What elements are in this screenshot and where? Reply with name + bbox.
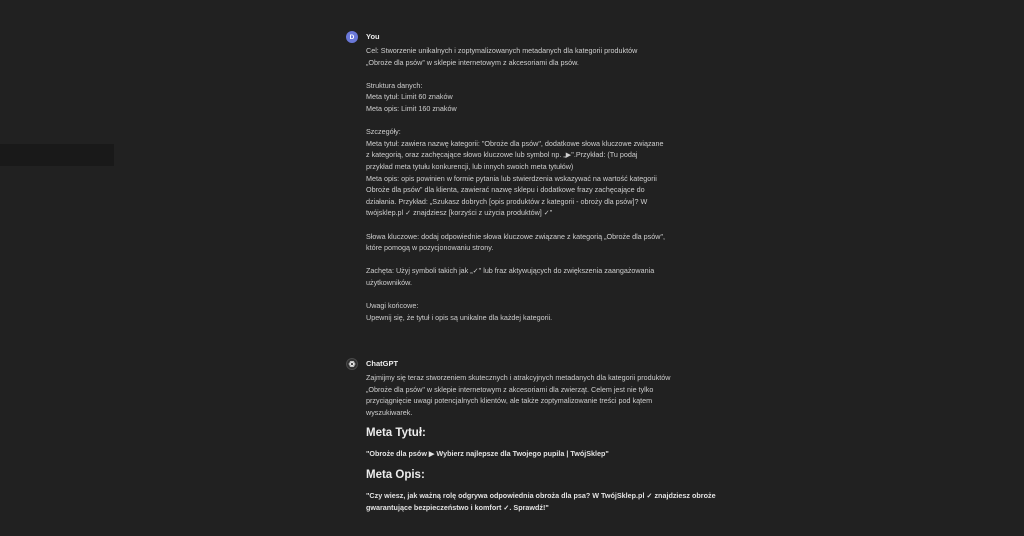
message-line: Obroże dla psów" dla klienta, zawierać nazwę sklepu i dodatkowe frazy zachęcające do: [366, 185, 645, 195]
paragraph-gap: [366, 288, 746, 300]
message-line: Meta tytuł: zawiera nazwę kategorii: "Obroże dla psów", dodatkowe słowa kluczowe związane: [366, 138, 664, 148]
message-line: które pomogą w pozycjonowaniu strony.: [366, 243, 494, 253]
message-line: twójsklep.pl ✓ znajdziesz [korzyści z użycia produktów] ✓": [366, 208, 553, 218]
message-line: gwarantujące bezpieczeństwo i komfort ✓. Sprawdź!": [366, 502, 549, 512]
message-line: wyszukiwarek.: [366, 407, 413, 417]
message-line: Meta tytuł: Limit 60 znaków: [366, 92, 453, 102]
message-line: Struktura danych:: [366, 80, 423, 90]
paragraph-gap: [366, 219, 746, 231]
message-line: Słowa kluczowe: dodaj odpowiednie słowa kluczowe związane z kategorią „Obroże dla psów",: [366, 231, 665, 241]
meta-desc-value: [366, 490, 746, 513]
message-line: użytkowników.: [366, 277, 412, 287]
message-line: Zajmijmy się teraz stworzeniem skutecznych i atrakcyjnych metadanych dla kategorii produktów: [366, 373, 671, 382]
openai-logo-icon: [346, 358, 358, 370]
message-line: działania. Przykład: „Szukasz dobrych [opis produktów z kategorii - obroży dla psów]? W: [366, 196, 648, 206]
user-author-label: You: [366, 32, 380, 41]
paragraph-gap: [366, 115, 746, 127]
message-line: Meta opis: opis powinien w formie pytania lub stwierdzenia wskazywać na wartość kategorii: [366, 173, 657, 183]
message-line: Szczegóły:: [366, 127, 401, 137]
message-line: "Czy wiesz, jak ważną rolę odgrywa odpowiednia obroża dla psa? W TwójSklep.pl ✓ znajdziesz obroże: [366, 490, 716, 500]
message-line: Meta opis: Limit 160 znaków: [366, 103, 457, 113]
user-message-body: [366, 45, 746, 323]
assistant-message-body: [366, 372, 746, 513]
sidebar-item-highlight[interactable]: [0, 144, 114, 166]
message-line: Zachęta: Użyj symboli takich jak „✓" lub fraz aktywujących do zwiększenia zaangażowania: [366, 266, 655, 276]
message-line: z kategorią, oraz zachęcające słowo kluczowe lub symbol np. „▶".Przykład: (Tu podaj: [366, 150, 638, 160]
message-line: Upewnij się, że tytuł i opis są unikalne dla każdej kategorii.: [366, 312, 553, 322]
message-line: przyciągnięcie uwagi potencjalnych klientów, ale także zoptymalizowanie treści pod kątem: [366, 396, 653, 406]
message-line: Cel: Stworzenie unikalnych i zoptymalizowanych metadanych dla kategorii produktów: [366, 46, 638, 55]
meta-title-value: "Obroże dla psów ▶ Wybierz najlepsze dla Twojego pupila | TwójSklep": [366, 449, 609, 459]
message-line: „Obroże dla psów” w sklepie internetowym z akcesoriami dla psów.: [366, 57, 579, 67]
message-line: Uwagi końcowe:: [366, 301, 419, 311]
assistant-author-label: ChatGPT: [366, 359, 399, 368]
paragraph-gap: [366, 68, 746, 80]
meta-title-heading: Meta Tytuł:: [366, 427, 426, 440]
message-line: „Obroże dla psów" w sklepie internetowym z akcesoriami dla zwierząt. Celem jest nie tylko: [366, 384, 654, 394]
message-line: przykład meta tytułu konkurencji, lub innych swoich meta tytułów): [366, 161, 574, 171]
assistant-intro: [366, 372, 746, 418]
paragraph-gap: [366, 254, 746, 266]
user-avatar: D: [346, 31, 358, 43]
meta-desc-heading: Meta Opis:: [366, 468, 425, 481]
